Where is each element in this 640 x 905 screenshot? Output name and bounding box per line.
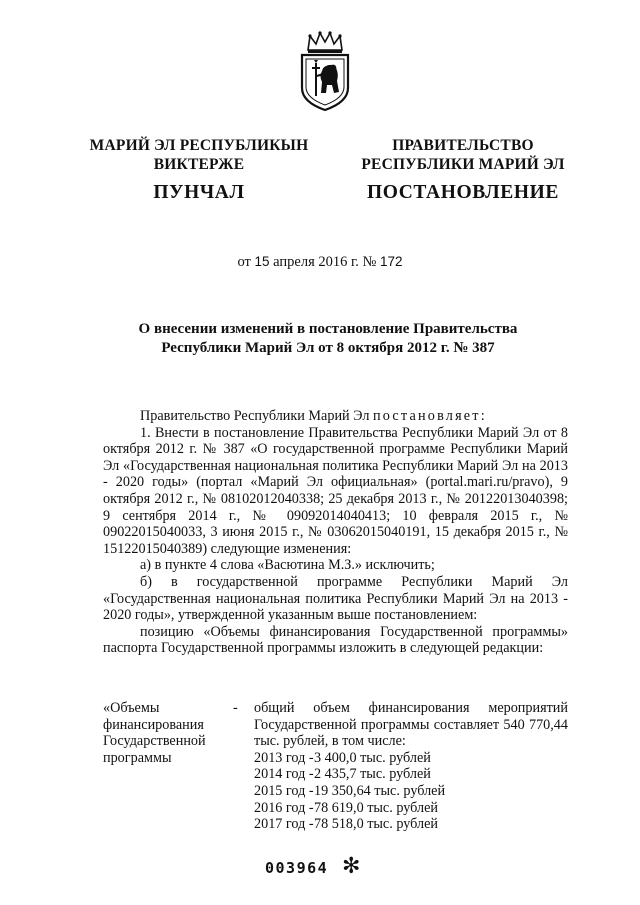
date-prefix: от (237, 254, 251, 270)
item-position-paragraph: позицию «Объемы финансирования Государственной программы» паспорта Государственной программы изложить в следующей редакции: (103, 623, 568, 657)
financing-year: 2014 год - (254, 766, 314, 783)
financing-row (254, 750, 568, 767)
intro-decree-word: постановляет: (372, 408, 487, 424)
financing-row (254, 816, 568, 833)
header-left (85, 136, 313, 174)
financing-year: 2016 год - (254, 799, 314, 816)
financing-year: 2013 год - (254, 749, 314, 766)
item-a-paragraph: а) в пункте 4 слова «Васютина М.З.» исключить; (140, 557, 435, 574)
financing-amount: 2 435,7 тыс. рублей (314, 766, 431, 783)
doc-type-right: ПОСТАНОВЛЕНИЕ (366, 182, 560, 203)
financing-details (254, 700, 568, 833)
document-number: 172 (380, 254, 403, 269)
date-day: 15 (254, 254, 270, 269)
item-1-paragraph: 1. Внести в постановление Правительства Республики Марий Эл от 8 октября 2012 г. № 387 «О государственной программе Республики Марий Эл «Государственная национальная политика Республики Марий Эл на 2013 - 2020 годы» (портал «Марий Эл официальная» (portal.mari.ru/pravo), 9 октября 2012 г., № 08102012040338; 25 декабря 2013 г., № 20122013040398; 9 сентября 2014 г., № 09092014040413; 10 февраля 2015 г., № 09022015040033, 3 июня 2015 г., № 03062015040191, 15 декабря 2015 г., № 15122015040389) следующие изменения: (103, 424, 568, 557)
financing-label: «Объемы финансирования Государственной программы (103, 700, 206, 766)
intro-paragraph (103, 408, 568, 425)
financing-amount: 3 400,0 тыс. рублей (314, 749, 431, 766)
header-left-line2: ВИКТЕРЖЕ (153, 156, 245, 173)
document-title (100, 320, 556, 358)
intro-text: Правительство Республики Марий Эл (140, 408, 370, 424)
financing-row (254, 800, 568, 817)
coat-of-arms-mari-el-icon (296, 30, 354, 112)
asterisk-mark-icon: ✻ (342, 854, 361, 879)
financing-year: 2015 год - (254, 782, 314, 799)
document-body (103, 408, 568, 657)
doc-type-left: ПУНЧАЛ (153, 182, 245, 203)
item-b-paragraph: б) в государственной программе Республики Марий Эл «Государственная национальная политика Республики Марий Эл на 2013 - 2020 годы», утвержденной указанным выше постановлением: (103, 573, 568, 624)
form-serial-number: 003964 (265, 859, 329, 877)
title-line1: О внесении изменений в постановление Правительства (138, 321, 518, 337)
title-line2: Республики Марий Эл от 8 октября 2012 г. № 387 (161, 340, 495, 356)
financing-amount: 78 619,0 тыс. рублей (314, 799, 438, 816)
financing-year: 2017 год - (254, 816, 314, 833)
financing-intro: общий объем финансирования мероприятий Государственной программы составляет 540 770,44 тыс. рублей, в том числе: (254, 700, 568, 750)
header-right-line2: РЕСПУБЛИКИ МАРИЙ ЭЛ (361, 156, 565, 173)
financing-amount: 19 350,64 тыс. рублей (314, 782, 446, 799)
header-right-line1: ПРАВИТЕЛЬСТВО (392, 137, 534, 154)
financing-row (254, 783, 568, 800)
header-right (354, 136, 572, 174)
document-date-number (0, 254, 640, 271)
header-left-line1: МАРИЙ ЭЛ РЕСПУБЛИКЫН (89, 137, 309, 154)
financing-dash: - (233, 700, 238, 716)
financing-row (254, 766, 568, 783)
date-rest: апреля 2016 г. № (273, 254, 377, 270)
financing-amount: 78 518,0 тыс. рублей (314, 816, 438, 833)
